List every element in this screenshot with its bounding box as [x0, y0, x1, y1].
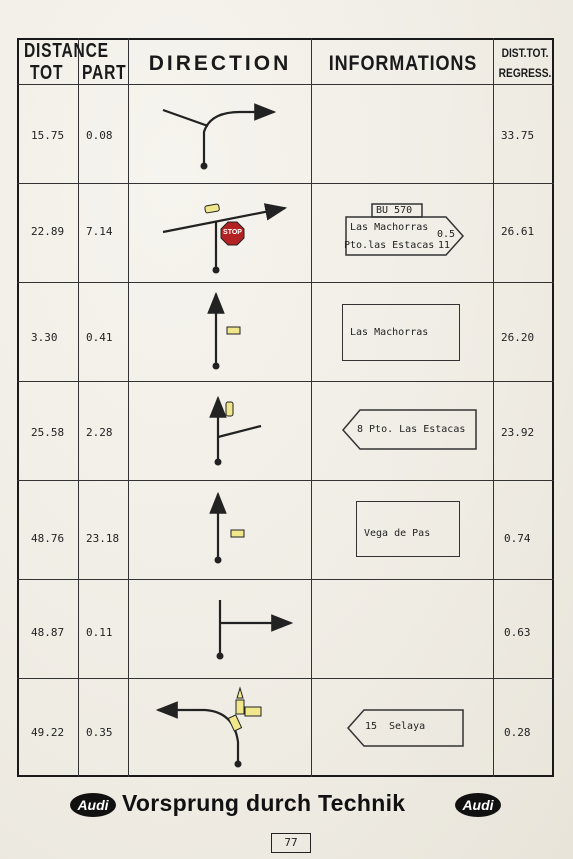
sign-text: Vega de Pas — [364, 528, 431, 539]
sign-number: 15 — [365, 721, 378, 732]
row-1-tot: 15.75 — [31, 129, 65, 142]
row-3-part: 0.41 — [86, 331, 113, 344]
row-7-regress: 0.28 — [504, 726, 531, 739]
row-6-part: 0.11 — [86, 626, 113, 639]
row-4-tot: 25.58 — [31, 426, 65, 439]
row-6-tot: 48.87 — [31, 626, 65, 639]
sign-line-2: Pto.las Estacas — [344, 240, 435, 251]
audi-logo-right: Audi — [455, 793, 501, 817]
sign-text: Selaya — [389, 721, 426, 732]
header-regress: REGRESS. — [498, 66, 552, 80]
header-direction: DIRECTION — [148, 52, 292, 75]
row-6-regress: 0.63 — [504, 626, 531, 639]
audi-logo-left: Audi — [70, 793, 116, 817]
header-distance: DISTANCE — [24, 40, 109, 62]
row-2-part: 7.14 — [86, 225, 113, 238]
row-1-part: 0.08 — [86, 129, 113, 142]
header-informations: INFORMATIONS — [328, 52, 478, 75]
row-3-regress: 26.20 — [501, 331, 535, 344]
row-5-part: 23.18 — [86, 532, 120, 545]
sign-text: 8 Pto. Las Estacas — [357, 424, 466, 435]
sign-text: Las Machorras — [350, 327, 429, 338]
sign-line-1: Las Machorras — [350, 222, 429, 233]
header-tot: TOT — [30, 62, 64, 84]
sign-road-number: BU 570 — [376, 205, 413, 216]
sign-dist-1: 0.5 — [437, 229, 456, 240]
row-4-regress: 23.92 — [501, 426, 535, 439]
row-5-tot: 48.76 — [31, 532, 65, 545]
row-7-part: 0.35 — [86, 726, 113, 739]
header-dist-tot: DIST.TOT. — [501, 46, 549, 60]
row-3-tot: 3.30 — [31, 331, 58, 344]
slogan: Vorsprung durch Technik — [122, 790, 406, 816]
header-part: PART — [82, 62, 127, 84]
row-5-regress: 0.74 — [504, 532, 531, 545]
sign-dist-2: 11 — [438, 240, 451, 251]
row-7-tot: 49.22 — [31, 726, 65, 739]
row-1-regress: 33.75 — [501, 129, 535, 142]
stop-sign-text: STOP — [223, 229, 242, 236]
page-number: 77 — [271, 833, 311, 853]
row-2-tot: 22.89 — [31, 225, 65, 238]
row-2-regress: 26.61 — [501, 225, 535, 238]
row-4-part: 2.28 — [86, 426, 113, 439]
